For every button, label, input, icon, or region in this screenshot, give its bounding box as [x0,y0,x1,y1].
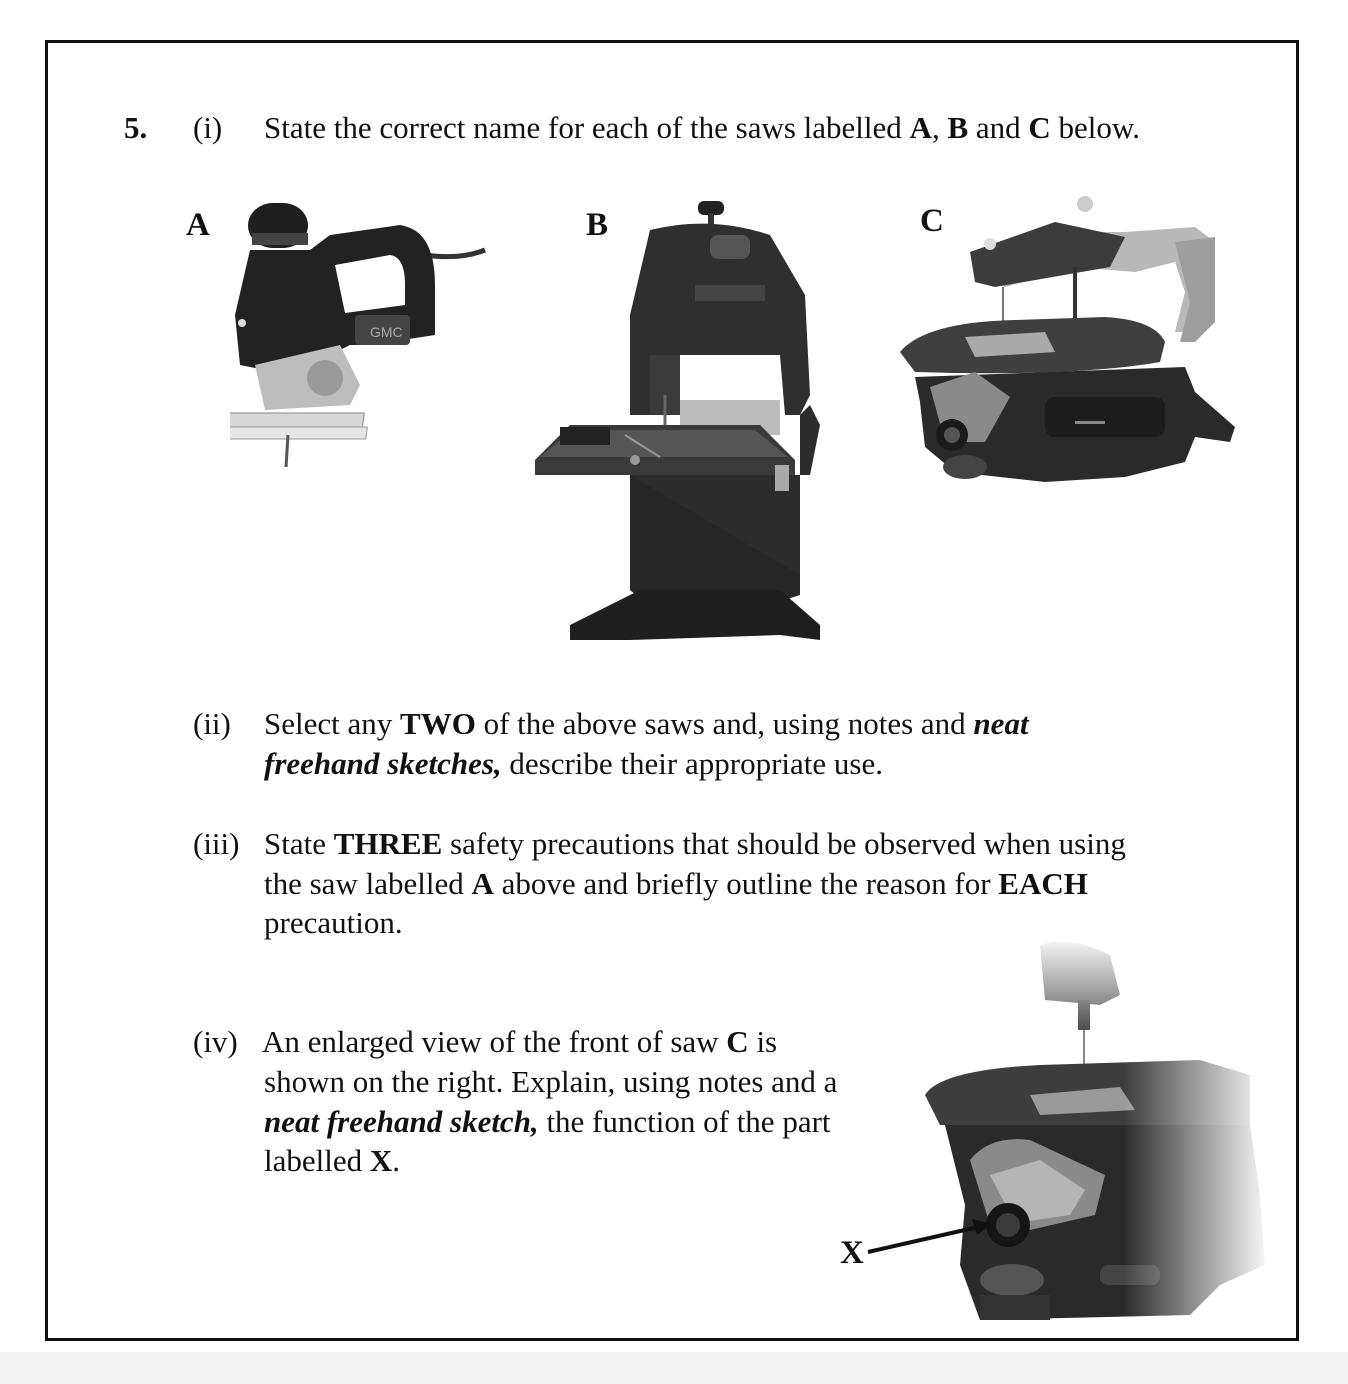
part-iv-number: (iv) [193,1024,238,1059]
part-iv-line-3: neat freehand sketch, the function of the part [264,1104,831,1139]
part-iv-line-2: shown on the right. Explain, using notes and a [264,1064,838,1099]
figure-label-b: B [586,207,609,243]
part-i-text: State the correct name for each of the saws labelled A, B and C below. [264,110,1141,145]
part-iii-number: (iii) [193,826,240,861]
part-iii-line-1: State THREE safety precautions that should be observed when using [264,826,1126,861]
x-pointer-arrow [860,1215,1000,1270]
bandsaw-image [530,195,830,665]
figure-label-c: C [920,203,944,239]
svg-text:▬▬▬: ▬▬▬ [1075,416,1105,427]
page-bottom-strip [0,1352,1348,1384]
jigsaw-image [230,195,490,480]
part-iv-line-4: labelled X. [264,1143,401,1178]
part-ii-number: (ii) [193,706,231,741]
scroll-saw-enlarged-image [920,935,1290,1335]
figure-label-x: X [840,1235,864,1271]
svg-text:GMC: GMC [370,324,403,340]
question-number: 5. [124,110,148,145]
part-ii-line-2: freehand sketches, describe their appropriate use. [264,746,883,781]
part-iv-line-1: An enlarged view of the front of saw C is [262,1024,778,1059]
figure-label-a: A [186,207,210,243]
part-i-number: (i) [193,110,223,145]
part-iii-line-2: the saw labelled A above and briefly outline the reason for EACH [264,866,1088,901]
part-iii-line-3: precaution. [264,905,403,940]
scroll-saw-image [895,192,1240,502]
part-ii-line-1: Select any TWO of the above saws and, using notes and neat [264,706,1029,741]
